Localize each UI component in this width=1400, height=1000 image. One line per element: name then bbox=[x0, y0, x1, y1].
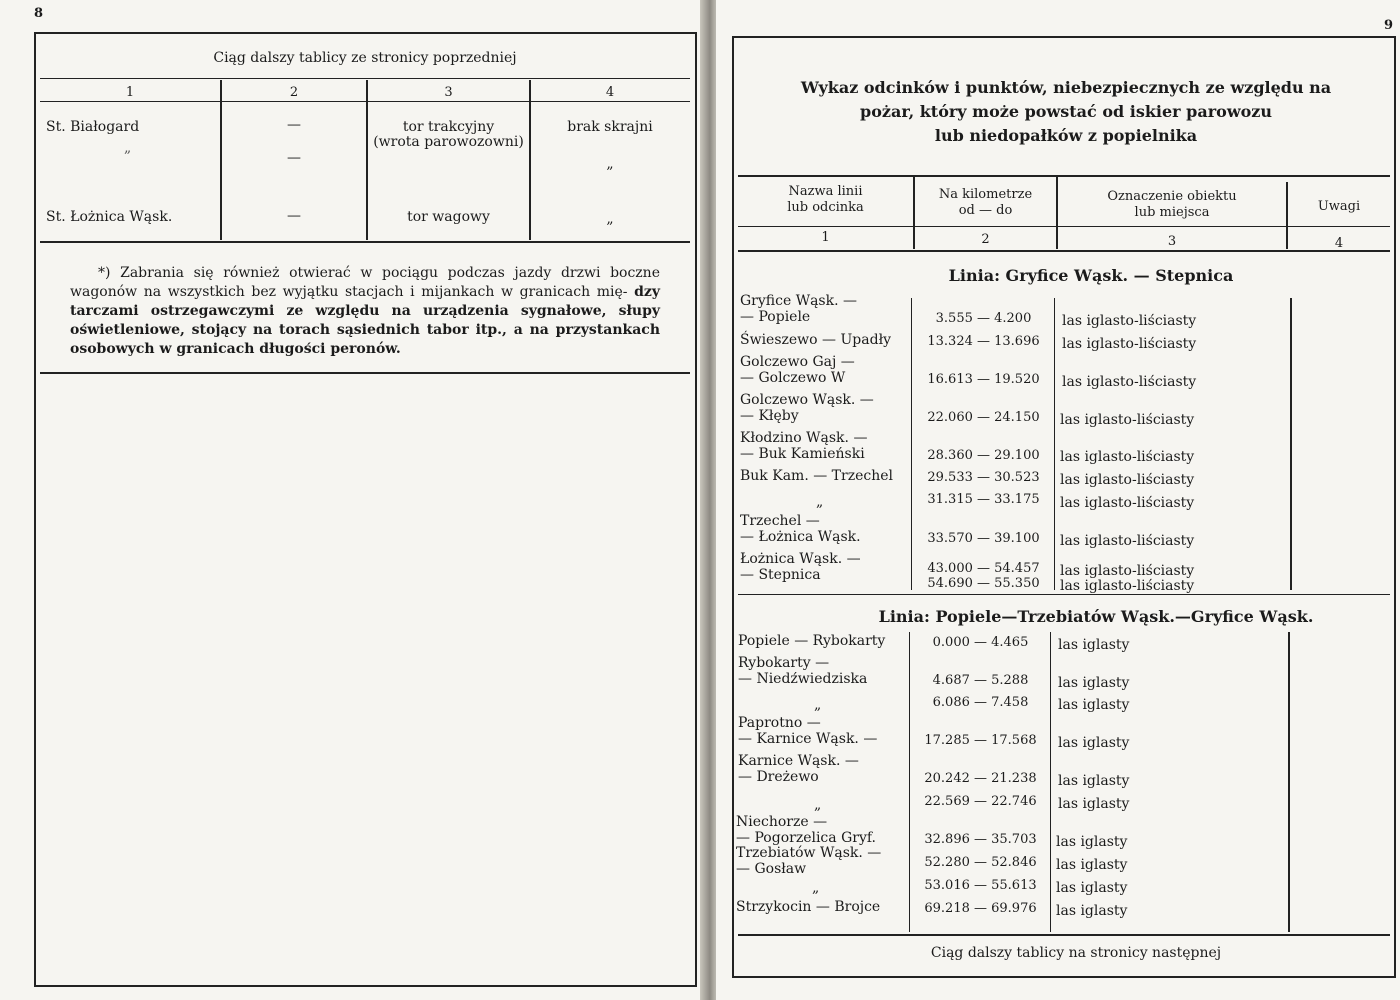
footnote-plain: *) Zabrania się również otwierać w pociągu podczas jazdy drzwi boczne wagonów na wszystkich bez wyjątku stacjach i mijankach w granicach mię- bbox=[70, 265, 660, 300]
row-km: 0.000 — 4.465 bbox=[932, 635, 1029, 650]
table-row-c4: brak skrajni bbox=[567, 119, 653, 135]
row-km: 4.687 — 5.288 bbox=[932, 673, 1029, 688]
row-km: 28.360 — 29.100 bbox=[927, 448, 1040, 463]
row-name-line1: „ bbox=[812, 880, 820, 896]
row-object: las iglasty bbox=[1056, 834, 1128, 850]
row-name-line1: Trzebiatów Wąsk. — bbox=[736, 845, 882, 861]
row-object: las iglasty bbox=[1056, 903, 1128, 919]
row-name-line2: — Pogorzelica Gryf. bbox=[736, 830, 876, 846]
row-object: las iglasto-liściasty bbox=[1060, 495, 1195, 511]
row-name-line1: „ bbox=[816, 494, 824, 510]
row-object: las iglasto-liściasty bbox=[1060, 412, 1195, 428]
row-name-line2: — Buk Kamieński bbox=[740, 446, 865, 462]
row-object: las iglasto-liściasty bbox=[1060, 563, 1195, 579]
row-name-line2: — Gosław bbox=[736, 861, 807, 877]
footnote-bold: dzy tarczami ostrzegawczymi ze względu na urządzenia sygnałowe, słupy oświetleniowe, stojący na torach sąsiednich tabor itp., a na przystankach osobowych w granicach długości peronów. bbox=[70, 284, 661, 357]
row-object: las iglasto-liściasty bbox=[1062, 374, 1197, 390]
row-name-line2: — Stepnica bbox=[740, 567, 821, 583]
row-name-line1: Trzechel — bbox=[740, 513, 820, 529]
body-divider-1 bbox=[911, 298, 912, 590]
header-col3-line1: Oznaczenie obiektu bbox=[1107, 189, 1237, 204]
title-line: lub niedopałków z popielnika bbox=[934, 126, 1198, 145]
page-number-right: 9 bbox=[1384, 18, 1394, 33]
footnote-rule bbox=[40, 372, 690, 374]
row-name-line1: Buk Kam. — Trzechel bbox=[740, 468, 893, 484]
right-page bbox=[716, 0, 1400, 1000]
row-object: las iglasto-liściasty bbox=[1062, 336, 1197, 352]
header-col-number: 2 bbox=[981, 232, 990, 247]
col-number-4: 4 bbox=[605, 85, 615, 100]
row-object: las iglasty bbox=[1056, 880, 1128, 896]
table-row-c3b: (wrota parowozowni) bbox=[373, 134, 524, 150]
continuation-header: Ciąg dalszy tablicy ze stronicy poprzedniej bbox=[213, 50, 517, 66]
table-row-station: St. Łożnica Wąsk. bbox=[46, 209, 173, 225]
body-divider-3 bbox=[1290, 298, 1292, 590]
row-object: las iglasty bbox=[1058, 637, 1130, 653]
section-heading: Linia: Gryfice Wąsk. — Stepnica bbox=[948, 266, 1234, 285]
table-row-station: „ bbox=[124, 140, 132, 156]
header-col-number: 1 bbox=[821, 230, 830, 245]
section-heading: Linia: Popiele—Trzebiatów Wąsk.—Gryfice Wąsk. bbox=[878, 607, 1314, 626]
title-line: Wykaz odcinków i punktów, niebezpiecznych ze względu na bbox=[800, 78, 1332, 97]
row-name-line1: Łożnica Wąsk. — bbox=[740, 551, 861, 567]
page-number-left: 8 bbox=[34, 6, 44, 21]
table-top-rule bbox=[40, 78, 690, 79]
continuation-footer: Ciąg dalszy tablicy na stronicy następnej bbox=[930, 945, 1222, 961]
page-title bbox=[746, 76, 1386, 148]
row-object: las iglasto-liściasty bbox=[1060, 578, 1195, 594]
table-row-c4: „ bbox=[606, 211, 614, 227]
row-object: las iglasty bbox=[1058, 796, 1130, 812]
row-km: 53.016 — 55.613 bbox=[924, 878, 1037, 893]
section-rule bbox=[738, 594, 1390, 595]
header-col1-line1: Nazwa linii bbox=[788, 184, 863, 199]
row-km: 33.570 — 39.100 bbox=[927, 531, 1040, 546]
row-km: 22.060 — 24.150 bbox=[927, 410, 1040, 425]
header-top-rule bbox=[738, 175, 1390, 177]
row-name-line2: — Łożnica Wąsk. bbox=[740, 529, 861, 545]
row-name-line2: — Golczewo W bbox=[740, 370, 846, 386]
table-row-c2: — bbox=[287, 150, 301, 166]
col-number-3: 3 bbox=[444, 85, 453, 100]
row-name-line2: — Karnice Wąsk. — bbox=[738, 731, 878, 747]
body-divider-1 bbox=[909, 632, 910, 932]
row-km: 43.000 — 54.457 bbox=[927, 561, 1040, 576]
row-object: las iglasty bbox=[1058, 697, 1130, 713]
body-divider-2 bbox=[1054, 298, 1055, 590]
row-object: las iglasty bbox=[1056, 857, 1128, 873]
table-row-c3a: tor trakcyjny bbox=[402, 119, 495, 135]
row-name-line1: Paprotno — bbox=[738, 715, 821, 731]
header-col-number: 4 bbox=[1334, 236, 1344, 251]
footer-rule bbox=[738, 934, 1390, 936]
body-divider-3 bbox=[1288, 632, 1290, 932]
header-col4-line1: Uwagi bbox=[1317, 199, 1361, 214]
col-number-1: 1 bbox=[125, 85, 135, 100]
row-name-line1: Świeszewo — Upadły bbox=[740, 332, 892, 348]
row-km: 29.533 — 30.523 bbox=[927, 470, 1040, 485]
row-object: las iglasty bbox=[1058, 735, 1130, 751]
row-object: las iglasto-liściasty bbox=[1060, 449, 1195, 465]
header-col3-line2: lub miejsca bbox=[1134, 205, 1210, 220]
row-name-line1: Golczewo Gaj — bbox=[740, 354, 855, 370]
table-bottom-rule bbox=[40, 241, 690, 243]
row-km: 52.280 — 52.846 bbox=[924, 855, 1037, 870]
row-name-line1: Strzykocin — Brojce bbox=[736, 899, 881, 915]
header-col-number: 3 bbox=[1167, 234, 1177, 249]
row-name-line1: Rybokarty — bbox=[738, 655, 830, 671]
row-km: 17.285 — 17.568 bbox=[924, 733, 1037, 748]
row-km: 20.242 — 21.238 bbox=[924, 771, 1037, 786]
col-number-2: 2 bbox=[289, 85, 299, 100]
row-km: 69.218 — 69.976 bbox=[924, 901, 1037, 916]
row-object: las iglasto-liściasty bbox=[1060, 472, 1195, 488]
header-rule bbox=[40, 101, 690, 102]
row-km: 54.690 — 55.350 bbox=[927, 576, 1040, 591]
row-name-line1: Golczewo Wąsk. — bbox=[740, 392, 874, 408]
body-divider-2 bbox=[1050, 632, 1051, 932]
table-row-c2: — bbox=[287, 208, 301, 224]
row-name-line1: „ bbox=[814, 697, 822, 713]
row-object: las iglasty bbox=[1058, 773, 1130, 789]
footnote bbox=[70, 264, 660, 359]
row-name-line2: — Niedźwiedziska bbox=[738, 671, 868, 687]
row-km: 16.613 — 19.520 bbox=[927, 372, 1040, 387]
header-col2-line2: od — do bbox=[958, 203, 1013, 218]
header-col2-line1: Na kilometrze bbox=[938, 187, 1033, 202]
row-name-line1: Niechorze — bbox=[736, 814, 828, 830]
row-km: 31.315 — 33.175 bbox=[927, 492, 1040, 507]
table-row-station: St. Białogard bbox=[46, 119, 140, 135]
row-name-line1: Gryfice Wąsk. — bbox=[740, 293, 858, 309]
row-km: 3.555 — 4.200 bbox=[935, 311, 1032, 326]
table-row-c2: — bbox=[287, 117, 301, 133]
header-col1-line2: lub odcinka bbox=[787, 200, 864, 215]
row-name-line1: Karnice Wąsk. — bbox=[738, 753, 859, 769]
row-name-line2: — Kłęby bbox=[740, 408, 799, 424]
row-name-line1: Popiele — Rybokarty bbox=[738, 633, 886, 649]
table-row-c4: „ bbox=[606, 156, 614, 172]
title-line: pożar, który może powstać od iskier parowozu bbox=[860, 102, 1272, 121]
row-object: las iglasto-liściasty bbox=[1060, 533, 1195, 549]
table-row-c3a: tor wagowy bbox=[407, 209, 490, 225]
row-name-line2: — Dreżewo bbox=[738, 769, 819, 785]
row-km: 22.569 — 22.746 bbox=[924, 794, 1037, 809]
row-km: 6.086 — 7.458 bbox=[932, 695, 1029, 710]
row-object: las iglasto-liściasty bbox=[1062, 313, 1197, 329]
row-name-line1: „ bbox=[814, 797, 822, 813]
row-km: 13.324 — 13.696 bbox=[927, 334, 1040, 349]
header-mid-rule bbox=[738, 226, 1390, 227]
row-object: las iglasty bbox=[1058, 675, 1130, 691]
row-name-line1: Kłodzino Wąsk. — bbox=[740, 430, 868, 446]
row-name-line2: — Popiele bbox=[740, 309, 811, 325]
row-km: 32.896 — 35.703 bbox=[924, 832, 1037, 847]
